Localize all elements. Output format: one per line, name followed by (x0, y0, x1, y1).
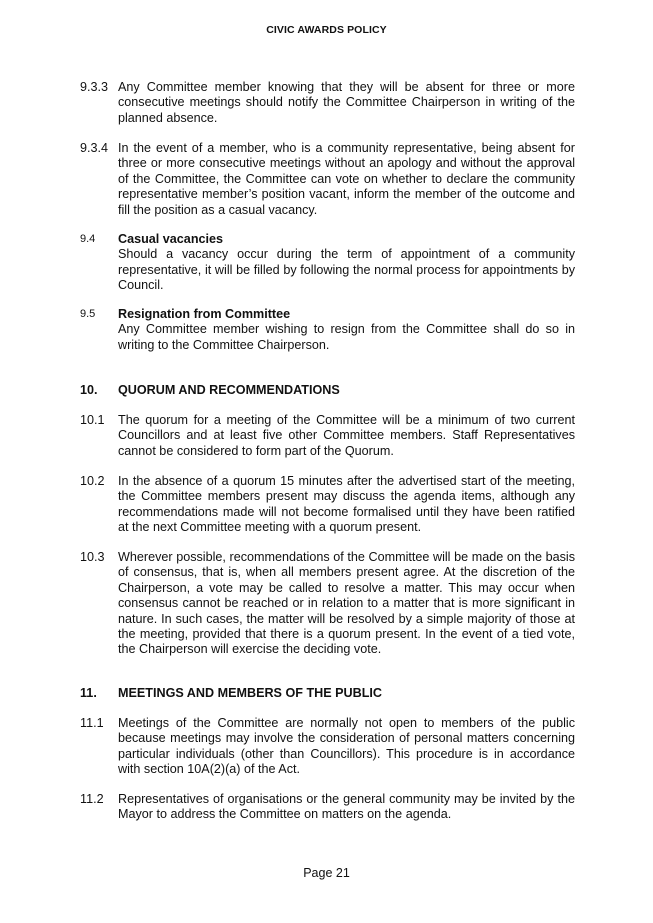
clause-number: 10.3 (80, 550, 105, 564)
clause-text: The quorum for a meeting of the Committee will be a minimum of two current Councillors and at least five other Committee members. Staff Representatives cannot be considered to form part of the Quorum. (118, 413, 575, 458)
section-10-heading (80, 383, 575, 398)
clause-text: Wherever possible, recommendations of the Committee will be made on the basis of consensus, that is, when all members present agree. At the discretion of the Chairperson, a vote may be called to resolve a matter. This may occur when consensus cannot be reached or in relation to a matter that is more significant in nature. In such cases, the matter will be resolved by a simple majority of those at the meeting, provided that there is a quorum present. In the event of a tied vote, the Chairperson will exercise the deciding vote. (118, 550, 575, 657)
clause-9-4 (80, 232, 575, 294)
clause-number: 10.1 (80, 413, 105, 427)
clause-text: In the event of a member, who is a community representative, being absent for three or more consecutive meetings without an apology and without the approval of the Committee, the Committee can vote on whether to declare the community representative member’s position vacant, inform the member of the outcome and fill the position as a casual vacancy. (118, 141, 575, 217)
clause-number: 11.1 (80, 716, 104, 730)
clause-text: In the absence of a quorum 15 minutes after the advertised start of the meeting, the Committee members present may discuss the agenda items, although any recommendations made will not become formalised until they have been ratified at the next Committee meeting with a quorum present. (118, 474, 575, 535)
clause-text: Representatives of organisations or the general community may be invited by the Mayor to address the Committee on matters on the agenda. (118, 792, 575, 822)
clause-11-2 (80, 792, 575, 823)
clause-number: 9.3.4 (80, 141, 109, 155)
section-11-heading (80, 686, 575, 701)
section-number: 10. (80, 383, 98, 397)
clause-number: 11.2 (80, 792, 104, 806)
section-title: QUORUM AND RECOMMENDATIONS (118, 383, 340, 397)
clause-number: 9.3.3 (80, 80, 109, 94)
clause-number: 10.2 (80, 474, 105, 488)
clause-11-1 (80, 716, 575, 778)
page-number: Page 21 (303, 866, 350, 880)
clause-heading: Casual vacancies (118, 232, 224, 246)
clause-heading: Resignation from Committee (118, 307, 291, 321)
clause-10-1 (80, 413, 575, 459)
clause-10-2 (80, 474, 575, 536)
clause-number: 9.5 (80, 308, 96, 320)
section-title: MEETINGS AND MEMBERS OF THE PUBLIC (118, 686, 383, 700)
clause-number: 9.4 (80, 233, 96, 245)
clause-text: Should a vacancy occur during the term of appointment of a community representative, it will be filled by following the normal process for appointments by Council. (118, 247, 575, 293)
clause-10-3 (80, 550, 575, 658)
clause-text: Any Committee member wishing to resign from the Committee shall do so in writing to the Committee Chairperson. (118, 322, 575, 352)
clause-9-3-3 (80, 80, 575, 126)
page-header: CIVIC AWARDS POLICY (266, 24, 387, 36)
clause-text: Meetings of the Committee are normally not open to members of the public because meetings may involve the consideration of personal matters concerning particular individuals (other than Councillors). This procedure is in accordance with section 10A(2)(a) of the Act. (118, 716, 575, 777)
clause-9-5 (80, 307, 575, 353)
clause-9-3-4 (80, 141, 575, 218)
clause-text: Any Committee member knowing that they will be absent for three or more consecutive meetings should notify the Committee Chairperson in writing of the planned absence. (118, 80, 575, 125)
section-number: 11. (80, 686, 97, 700)
